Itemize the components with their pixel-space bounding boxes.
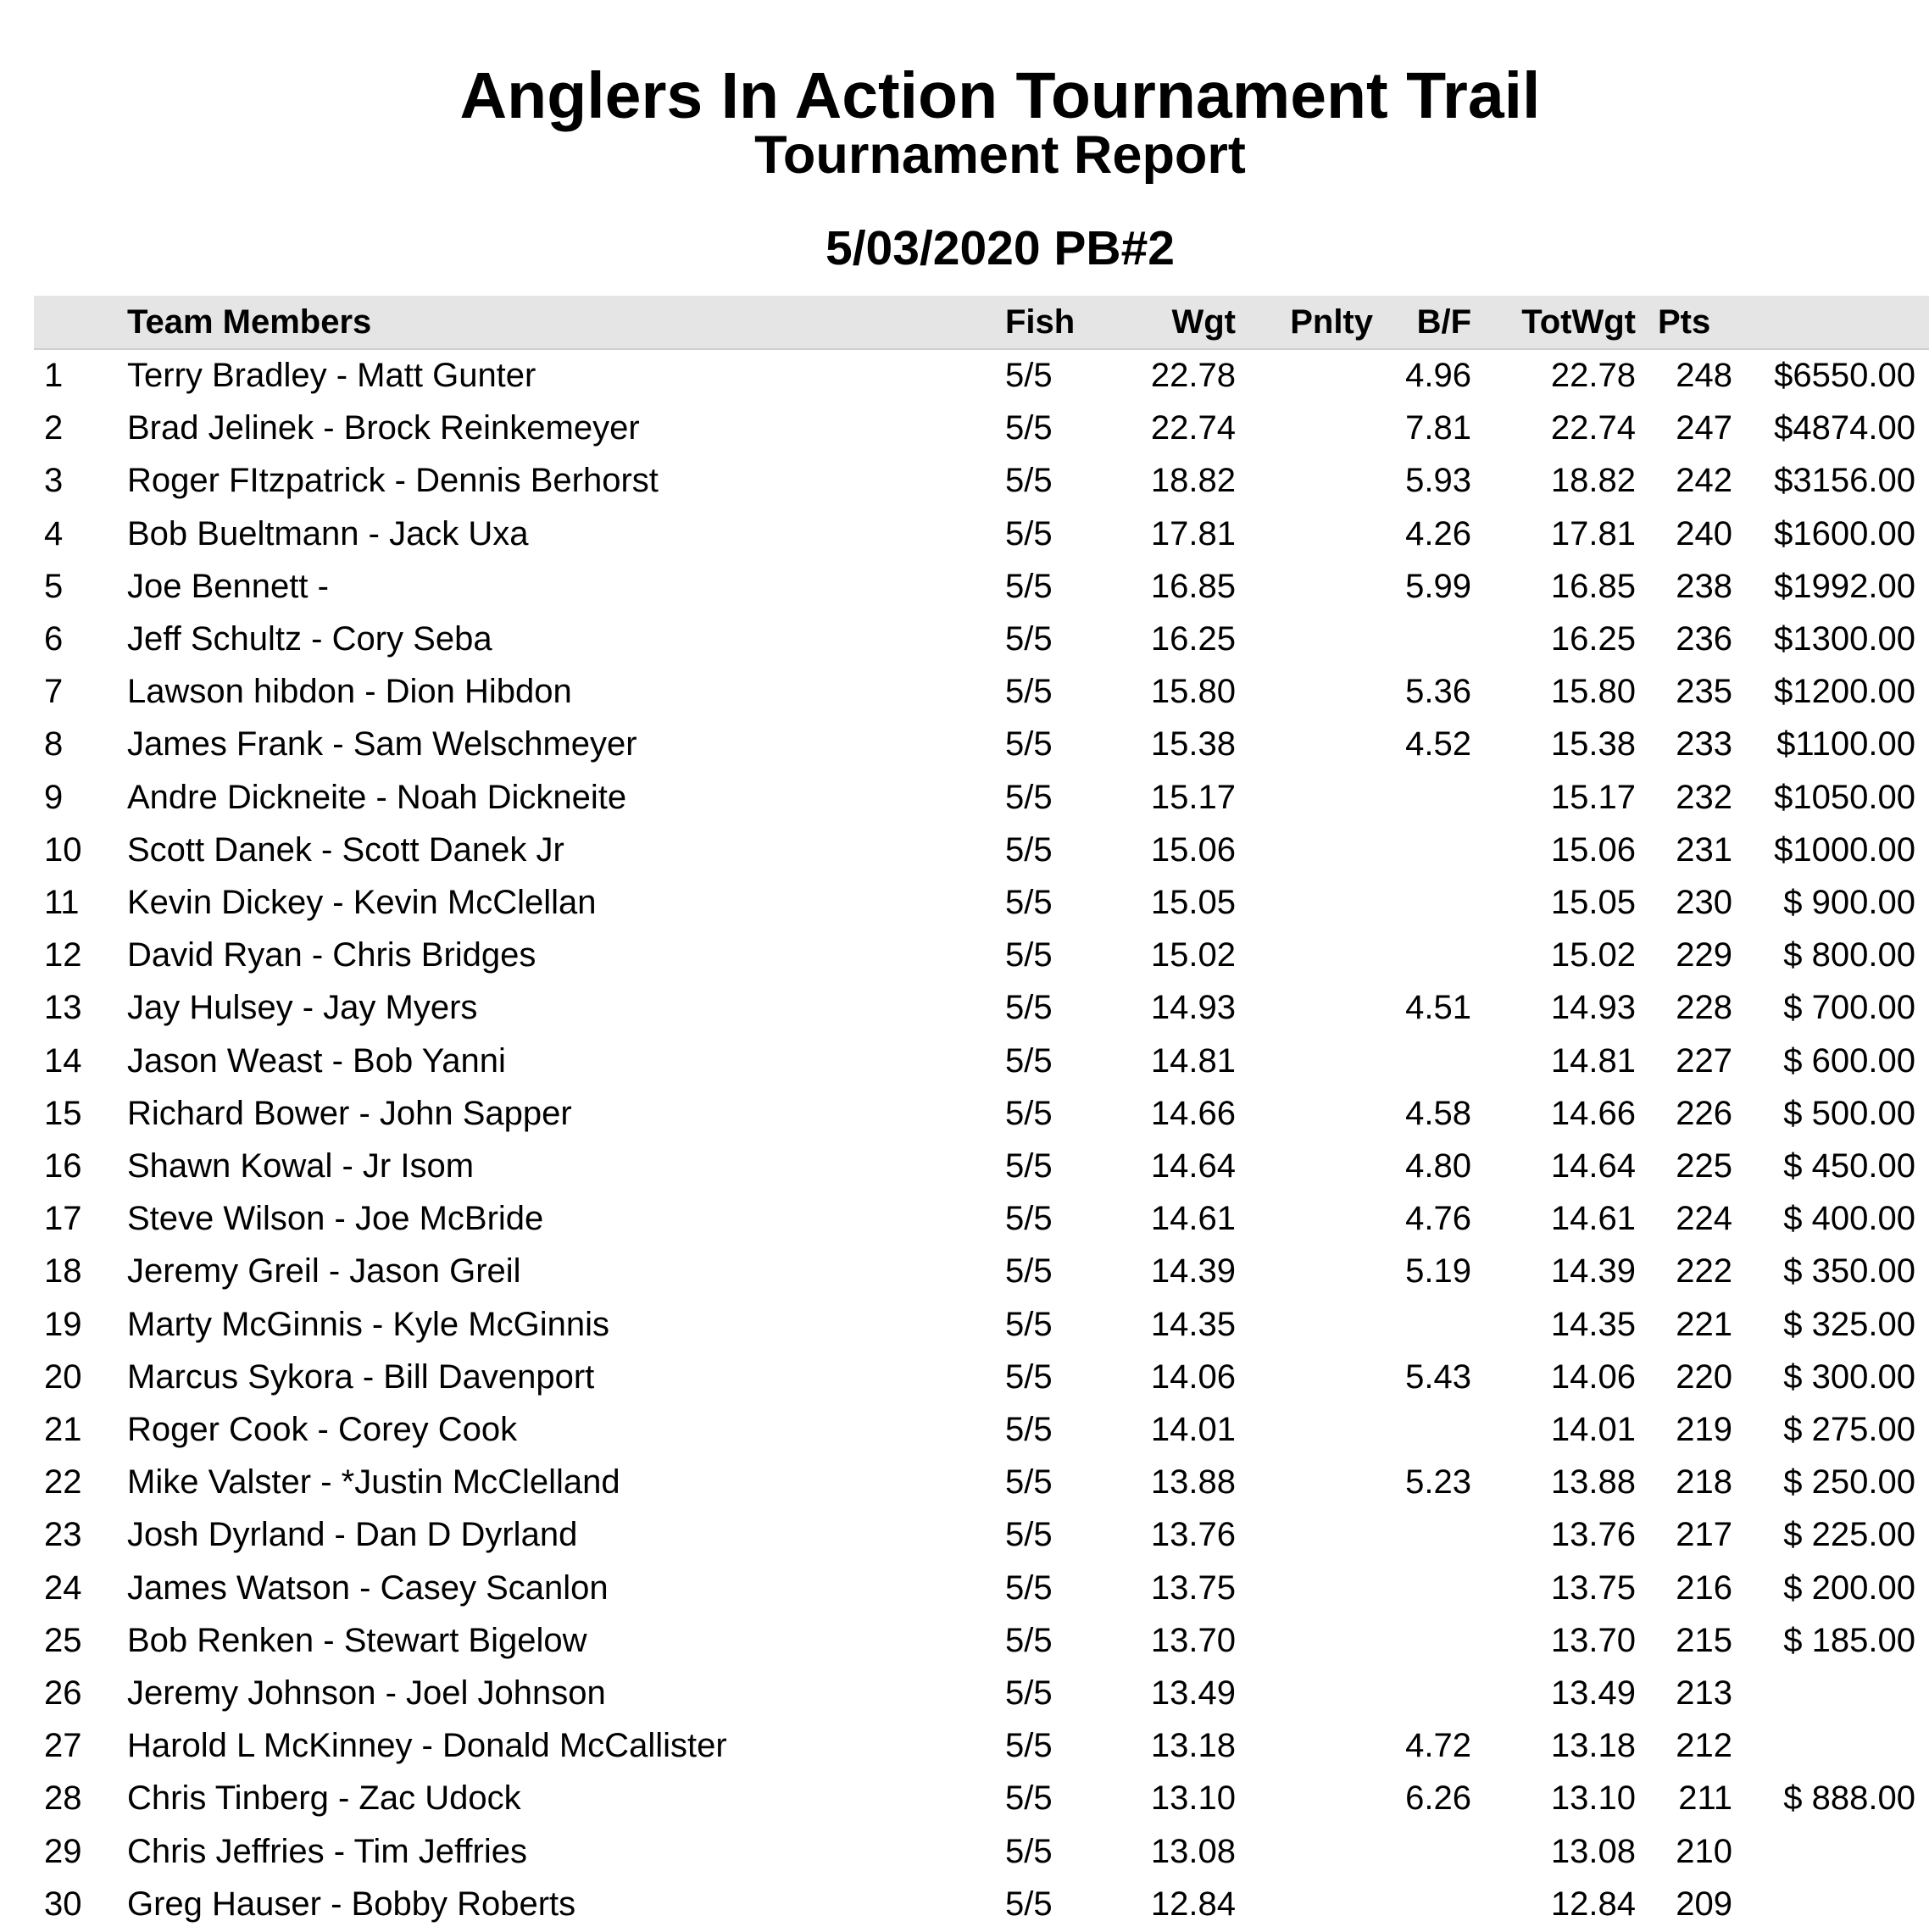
rank-cell: 17	[44, 1200, 82, 1238]
table-row	[0, 1562, 1929, 1614]
total-weight-cell: 13.08	[1550, 1832, 1636, 1870]
team-members-cell: Chris Tinberg - Zac Udock	[127, 1779, 521, 1818]
points-cell: 230	[1676, 884, 1732, 921]
payout-cell: $ 200.00	[1783, 1568, 1915, 1607]
weight-cell: 14.39	[1150, 1252, 1236, 1291]
team-members-cell: Marcus Sykora - Bill Davenport	[127, 1357, 595, 1396]
points-cell: 209	[1676, 1885, 1732, 1923]
team-members-cell: Andre Dickneite - Noah Dickneite	[127, 778, 627, 816]
fish-cell: 5/5	[1005, 1305, 1053, 1343]
fish-cell: 5/5	[1005, 778, 1053, 816]
team-members-cell: Steve Wilson - Joe McBride	[127, 1200, 544, 1238]
fish-cell: 5/5	[1005, 1779, 1053, 1818]
rank-cell: 15	[44, 1094, 82, 1132]
rank-cell: 21	[44, 1411, 82, 1448]
big-fish-cell: 4.76	[1405, 1200, 1471, 1238]
team-members-cell: Mike Valster - *Justin McClelland	[127, 1463, 620, 1502]
total-weight-cell: 14.66	[1550, 1094, 1636, 1132]
payout-cell: $1100.00	[1776, 725, 1915, 763]
table-row	[0, 613, 1929, 665]
points-cell: 247	[1676, 409, 1732, 447]
rank-cell: 11	[44, 884, 80, 921]
table-row	[0, 1298, 1929, 1351]
big-fish-cell: 5.36	[1405, 673, 1471, 711]
fish-cell: 5/5	[1005, 514, 1053, 552]
weight-cell: 12.84	[1150, 1885, 1236, 1923]
table-row	[0, 824, 1929, 876]
team-members-cell: Terry Bradley - Matt Gunter	[127, 357, 536, 394]
table-row	[0, 1878, 1929, 1930]
big-fish-cell: 4.96	[1405, 357, 1471, 394]
points-cell: 213	[1676, 1674, 1732, 1712]
payout-cell: $ 250.00	[1783, 1463, 1915, 1502]
points-cell: 233	[1676, 725, 1732, 763]
fish-cell: 5/5	[1005, 725, 1053, 763]
rank-cell: 18	[44, 1252, 82, 1291]
table-row	[0, 929, 1929, 981]
payout-cell: $4874.00	[1774, 409, 1915, 447]
weight-cell: 15.80	[1150, 673, 1236, 711]
team-members-cell: Josh Dyrland - Dan D Dyrland	[127, 1516, 578, 1554]
payout-cell: $ 350.00	[1783, 1252, 1915, 1291]
team-members-cell: Joe Bennett -	[127, 567, 329, 605]
table-row	[0, 1719, 1929, 1772]
rank-cell: 14	[44, 1041, 82, 1080]
rank-cell: 16	[44, 1147, 82, 1185]
weight-cell: 22.78	[1150, 357, 1236, 394]
weight-cell: 14.06	[1150, 1357, 1236, 1396]
weight-cell: 16.25	[1150, 620, 1236, 658]
payout-cell: $ 700.00	[1783, 989, 1915, 1027]
fish-cell: 5/5	[1005, 1094, 1053, 1132]
points-cell: 210	[1676, 1832, 1732, 1870]
total-weight-cell: 13.76	[1550, 1516, 1636, 1554]
weight-cell: 13.49	[1150, 1674, 1236, 1712]
rank-cell: 28	[44, 1779, 82, 1818]
payout-cell: $ 225.00	[1783, 1516, 1915, 1554]
payout-cell: $1000.00	[1774, 830, 1915, 869]
fish-cell: 5/5	[1005, 1147, 1053, 1185]
payout-cell: $ 300.00	[1783, 1357, 1915, 1396]
team-members-cell: Marty McGinnis - Kyle McGinnis	[127, 1305, 609, 1343]
fish-cell: 5/5	[1005, 1463, 1053, 1502]
weight-cell: 13.10	[1150, 1779, 1236, 1818]
big-fish-cell: 4.51	[1405, 989, 1471, 1027]
rank-cell: 10	[44, 830, 82, 869]
table-row	[0, 1087, 1929, 1140]
rank-cell: 3	[44, 462, 64, 500]
fish-cell: 5/5	[1005, 1516, 1053, 1554]
big-fish-cell: 4.52	[1405, 725, 1471, 763]
table-row	[0, 718, 1929, 770]
weight-cell: 13.18	[1150, 1727, 1236, 1765]
weight-cell: 13.70	[1150, 1621, 1236, 1659]
weight-cell: 14.81	[1150, 1041, 1236, 1080]
fish-cell: 5/5	[1005, 936, 1053, 974]
rank-cell: 8	[44, 725, 64, 763]
header-penalty: Pnlty	[1290, 303, 1373, 341]
team-members-cell: Bob Bueltmann - Jack Uxa	[127, 514, 529, 552]
header-fish: Fish	[1005, 303, 1076, 341]
fish-cell: 5/5	[1005, 462, 1053, 500]
payout-cell: $ 185.00	[1783, 1621, 1915, 1659]
points-cell: 232	[1676, 778, 1732, 816]
weight-cell: 15.17	[1150, 778, 1236, 816]
table-row	[0, 402, 1929, 454]
fish-cell: 5/5	[1005, 1357, 1053, 1396]
points-cell: 222	[1676, 1252, 1732, 1291]
big-fish-cell: 4.80	[1405, 1147, 1471, 1185]
points-cell: 217	[1676, 1516, 1732, 1554]
team-members-cell: Bob Renken - Stewart Bigelow	[127, 1621, 587, 1659]
weight-cell: 15.05	[1150, 884, 1236, 921]
table-row	[0, 1035, 1929, 1087]
total-weight-cell: 22.78	[1550, 357, 1636, 394]
total-weight-cell: 15.05	[1550, 884, 1636, 921]
points-cell: 221	[1676, 1305, 1732, 1343]
team-members-cell: Richard Bower - John Sapper	[127, 1094, 572, 1132]
fish-cell: 5/5	[1005, 1568, 1053, 1607]
rank-cell: 26	[44, 1674, 82, 1712]
fish-cell: 5/5	[1005, 1411, 1053, 1448]
rank-cell: 6	[44, 620, 64, 658]
weight-cell: 22.74	[1150, 409, 1236, 447]
payout-cell: $ 900.00	[1783, 884, 1915, 921]
total-weight-cell: 14.35	[1550, 1305, 1636, 1343]
weight-cell: 15.38	[1150, 725, 1236, 763]
total-weight-cell: 16.25	[1550, 620, 1636, 658]
points-cell: 215	[1676, 1621, 1732, 1659]
big-fish-cell: 5.99	[1405, 567, 1471, 605]
points-cell: 228	[1676, 989, 1732, 1027]
points-cell: 220	[1676, 1357, 1732, 1396]
team-members-cell: James Frank - Sam Welschmeyer	[127, 725, 637, 763]
rank-cell: 9	[44, 778, 64, 816]
payout-cell: $1200.00	[1774, 673, 1915, 711]
fish-cell: 5/5	[1005, 1832, 1053, 1870]
payout-cell: $ 325.00	[1783, 1305, 1915, 1343]
table-row	[0, 1245, 1929, 1297]
total-weight-cell: 13.10	[1550, 1779, 1636, 1818]
total-weight-cell: 13.18	[1550, 1727, 1636, 1765]
weight-cell: 14.64	[1150, 1147, 1236, 1185]
points-cell: 224	[1676, 1200, 1732, 1238]
fish-cell: 5/5	[1005, 357, 1053, 394]
team-members-cell: Jason Weast - Bob Yanni	[127, 1041, 506, 1080]
points-cell: 242	[1676, 462, 1732, 500]
payout-cell: $1992.00	[1774, 567, 1915, 605]
team-members-cell: Kevin Dickey - Kevin McClellan	[127, 884, 597, 921]
fish-cell: 5/5	[1005, 1252, 1053, 1291]
points-cell: 219	[1676, 1411, 1732, 1448]
fish-cell: 5/5	[1005, 409, 1053, 447]
payout-cell: $ 500.00	[1783, 1094, 1915, 1132]
team-members-cell: Jeremy Johnson - Joel Johnson	[127, 1674, 606, 1712]
weight-cell: 14.66	[1150, 1094, 1236, 1132]
team-members-cell: Roger Cook - Corey Cook	[127, 1411, 518, 1448]
rank-cell: 24	[44, 1568, 82, 1607]
weight-cell: 13.75	[1150, 1568, 1236, 1607]
fish-cell: 5/5	[1005, 1621, 1053, 1659]
fish-cell: 5/5	[1005, 1674, 1053, 1712]
weight-cell: 13.88	[1150, 1463, 1236, 1502]
total-weight-cell: 13.49	[1550, 1674, 1636, 1712]
total-weight-cell: 13.70	[1550, 1621, 1636, 1659]
rank-cell: 13	[44, 989, 82, 1027]
payout-cell: $ 275.00	[1783, 1411, 1915, 1448]
team-members-cell: Harold L McKinney - Donald McCallister	[127, 1727, 727, 1765]
table-row	[0, 1772, 1929, 1824]
team-members-cell: Roger FItzpatrick - Dennis Berhorst	[127, 462, 659, 500]
total-weight-cell: 12.84	[1550, 1885, 1636, 1923]
table-row	[0, 981, 1929, 1034]
header-weight: Wgt	[1171, 303, 1236, 341]
fish-cell: 5/5	[1005, 830, 1053, 869]
total-weight-cell: 15.38	[1550, 725, 1636, 763]
big-fish-cell: 5.43	[1405, 1357, 1471, 1396]
table-row	[0, 1825, 1929, 1878]
rank-cell: 27	[44, 1727, 82, 1765]
rank-cell: 20	[44, 1357, 82, 1396]
weight-cell: 16.85	[1150, 567, 1236, 605]
points-cell: 248	[1676, 357, 1732, 394]
points-cell: 211	[1678, 1779, 1732, 1818]
total-weight-cell: 17.81	[1550, 514, 1636, 552]
table-row	[0, 876, 1929, 929]
points-cell: 240	[1676, 514, 1732, 552]
points-cell: 218	[1676, 1463, 1732, 1502]
points-cell: 225	[1676, 1147, 1732, 1185]
rank-cell: 12	[44, 936, 82, 974]
points-cell: 229	[1676, 936, 1732, 974]
payout-cell: $1300.00	[1774, 620, 1915, 658]
fish-cell: 5/5	[1005, 1200, 1053, 1238]
rank-cell: 29	[44, 1832, 82, 1870]
team-members-cell: Brad Jelinek - Brock Reinkemeyer	[127, 409, 640, 447]
team-members-cell: Jeremy Greil - Jason Greil	[127, 1252, 521, 1291]
team-members-cell: Scott Danek - Scott Danek Jr	[127, 830, 564, 869]
report-title: Anglers In Action Tournament Trail	[459, 59, 1541, 132]
table-header-row	[0, 296, 1929, 348]
header-total-weight: TotWgt	[1521, 303, 1636, 341]
team-members-cell: Lawson hibdon - Dion Hibdon	[127, 673, 572, 711]
payout-cell: $6550.00	[1774, 357, 1915, 394]
table-row	[0, 1351, 1929, 1403]
weight-cell: 15.02	[1150, 936, 1236, 974]
weight-cell: 14.01	[1150, 1411, 1236, 1448]
payout-cell: $ 400.00	[1783, 1200, 1915, 1238]
table-row	[0, 560, 1929, 613]
fish-cell: 5/5	[1005, 989, 1053, 1027]
rank-cell: 1	[44, 357, 64, 394]
total-weight-cell: 14.06	[1550, 1357, 1636, 1396]
team-members-cell: Shawn Kowal - Jr Isom	[127, 1147, 475, 1185]
event-date: 5/03/2020 PB#2	[826, 221, 1175, 275]
points-cell: 226	[1676, 1094, 1732, 1132]
weight-cell: 14.93	[1150, 989, 1236, 1027]
total-weight-cell: 15.80	[1550, 673, 1636, 711]
points-cell: 216	[1676, 1568, 1732, 1607]
table-row	[0, 349, 1929, 402]
rank-cell: 23	[44, 1516, 82, 1554]
fish-cell: 5/5	[1005, 1041, 1053, 1080]
weight-cell: 13.08	[1150, 1832, 1236, 1870]
payout-cell: $ 888.00	[1783, 1779, 1915, 1818]
rank-cell: 7	[44, 673, 64, 711]
total-weight-cell: 15.17	[1550, 778, 1636, 816]
rank-cell: 4	[44, 514, 64, 552]
points-cell: 227	[1676, 1041, 1732, 1080]
points-cell: 212	[1676, 1727, 1732, 1765]
points-cell: 235	[1676, 673, 1732, 711]
table-row	[0, 1667, 1929, 1719]
header-points: Pts	[1658, 303, 1711, 341]
team-members-cell: Jay Hulsey - Jay Myers	[127, 989, 478, 1027]
weight-cell: 18.82	[1150, 462, 1236, 500]
table-row	[0, 508, 1929, 560]
team-members-cell: Chris Jeffries - Tim Jeffries	[127, 1832, 527, 1870]
total-weight-cell: 14.01	[1550, 1411, 1636, 1448]
fish-cell: 5/5	[1005, 1727, 1053, 1765]
big-fish-cell: 5.93	[1405, 462, 1471, 500]
weight-cell: 13.76	[1150, 1516, 1236, 1554]
table-row	[0, 1140, 1929, 1192]
header-big-fish: B/F	[1416, 303, 1471, 341]
big-fish-cell: 5.23	[1405, 1463, 1471, 1502]
points-cell: 236	[1676, 620, 1732, 658]
payout-cell: $ 600.00	[1783, 1041, 1915, 1080]
team-members-cell: James Watson - Casey Scanlon	[127, 1568, 609, 1607]
rank-cell: 19	[44, 1305, 82, 1343]
report-subtitle: Tournament Report	[754, 125, 1246, 185]
table-row	[0, 771, 1929, 824]
total-weight-cell: 13.88	[1550, 1463, 1636, 1502]
big-fish-cell: 6.26	[1405, 1779, 1471, 1818]
big-fish-cell: 4.58	[1405, 1094, 1471, 1132]
fish-cell: 5/5	[1005, 1885, 1053, 1923]
fish-cell: 5/5	[1005, 567, 1053, 605]
points-cell: 231	[1676, 830, 1732, 869]
table-row	[0, 454, 1929, 507]
total-weight-cell: 22.74	[1550, 409, 1636, 447]
weight-cell: 14.61	[1150, 1200, 1236, 1238]
total-weight-cell: 14.93	[1550, 989, 1636, 1027]
weight-cell: 17.81	[1150, 514, 1236, 552]
payout-cell: $1600.00	[1774, 514, 1915, 552]
fish-cell: 5/5	[1005, 884, 1053, 921]
rank-cell: 5	[44, 567, 64, 605]
payout-cell: $1050.00	[1774, 778, 1915, 816]
total-weight-cell: 13.75	[1550, 1568, 1636, 1607]
total-weight-cell: 15.06	[1550, 830, 1636, 869]
rank-cell: 2	[44, 409, 64, 447]
team-members-cell: David Ryan - Chris Bridges	[127, 936, 536, 974]
weight-cell: 14.35	[1150, 1305, 1236, 1343]
team-members-cell: Jeff Schultz - Cory Seba	[127, 620, 492, 658]
payout-cell: $ 450.00	[1783, 1147, 1915, 1185]
rank-cell: 25	[44, 1621, 82, 1659]
weight-cell: 15.06	[1150, 830, 1236, 869]
big-fish-cell: 7.81	[1405, 409, 1471, 447]
total-weight-cell: 18.82	[1550, 462, 1636, 500]
fish-cell: 5/5	[1005, 673, 1053, 711]
total-weight-cell: 14.61	[1550, 1200, 1636, 1238]
table-row	[0, 1614, 1929, 1667]
payout-cell: $ 800.00	[1783, 936, 1915, 974]
rank-cell: 22	[44, 1463, 82, 1502]
team-members-cell: Greg Hauser - Bobby Roberts	[127, 1885, 576, 1923]
fish-cell: 5/5	[1005, 620, 1053, 658]
big-fish-cell: 5.19	[1405, 1252, 1471, 1291]
big-fish-cell: 4.26	[1405, 514, 1471, 552]
points-cell: 238	[1676, 567, 1732, 605]
table-row	[0, 1508, 1929, 1561]
header-team-members: Team Members	[127, 303, 372, 341]
total-weight-cell: 16.85	[1550, 567, 1636, 605]
rank-cell: 30	[44, 1885, 82, 1923]
table-row	[0, 1403, 1929, 1456]
total-weight-cell: 14.64	[1550, 1147, 1636, 1185]
table-row	[0, 665, 1929, 718]
big-fish-cell: 4.72	[1405, 1727, 1471, 1765]
payout-cell: $3156.00	[1774, 462, 1915, 500]
total-weight-cell: 14.81	[1550, 1041, 1636, 1080]
table-row	[0, 1192, 1929, 1245]
total-weight-cell: 15.02	[1550, 936, 1636, 974]
table-row	[0, 1456, 1929, 1508]
total-weight-cell: 14.39	[1550, 1252, 1636, 1291]
